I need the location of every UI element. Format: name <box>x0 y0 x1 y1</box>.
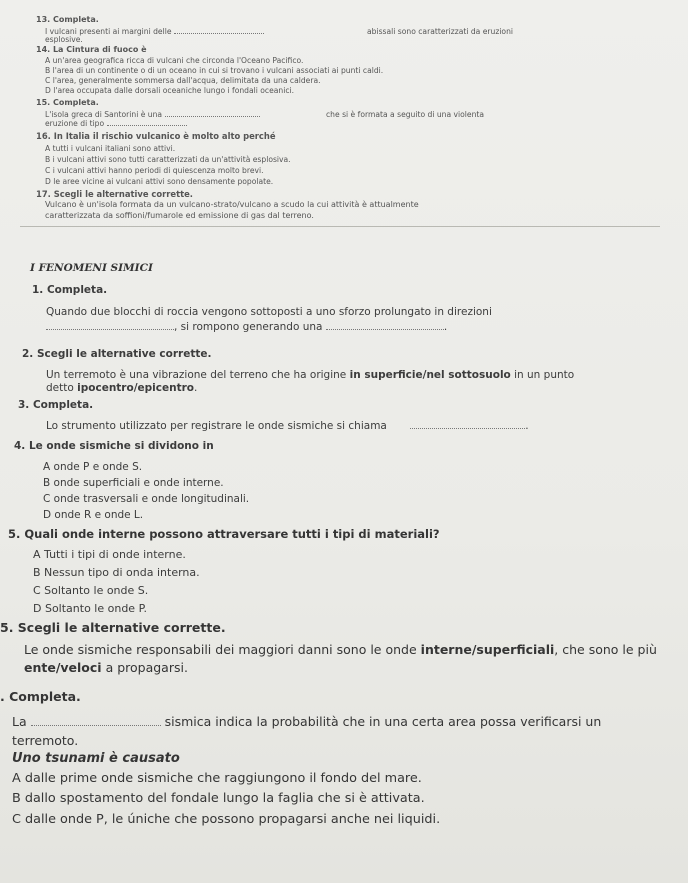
q4-option-a[interactable]: A onde P e onde S. <box>43 461 143 473</box>
q6-title: 5. Scegli le alternative corrette. <box>0 620 226 635</box>
q4-option-d[interactable]: D onde R e onde L. <box>43 509 144 521</box>
q2-line1 <box>46 369 574 381</box>
q1-title: 1. Completa. <box>32 284 108 296</box>
q7-blank[interactable] <box>31 725 161 726</box>
q2-text-e: . <box>194 382 198 394</box>
q5-option-b[interactable]: B Nessun tipo di onda interna. <box>33 566 200 579</box>
q4-option-c[interactable]: C onde trasversali e onde longitudinali. <box>43 493 250 505</box>
q8-option-a[interactable]: A dalle prime onde sismiche che raggiungono il fondo del mare. <box>12 771 422 786</box>
q14-option-d[interactable]: D l'area occupata dalle dorsali oceaniche lungo i fondali oceanici. <box>45 86 295 95</box>
section-divider <box>20 226 660 227</box>
q6-line1 <box>24 642 657 657</box>
q3-title: 3. Completa. <box>18 399 94 411</box>
q14-option-b[interactable]: B l'area di un continente o di un oceano in cui si trovano i vulcani associati ai punti caldi. <box>45 66 384 75</box>
q7-title: . Completa. <box>0 689 81 704</box>
q16-option-b[interactable]: B i vulcani attivi sono tutti caratterizzati da un'attività esplosiva. <box>45 155 291 164</box>
q2-choice-hypocenter-epicenter[interactable]: ipocentro/epicentro <box>77 382 195 394</box>
q5-option-c[interactable]: C Soltanto le onde S. <box>33 584 149 597</box>
q14-title: 14. La Cintura di fuoco è <box>36 45 147 54</box>
q13-text: I vulcani presenti ai margini delle <box>45 27 172 36</box>
q1-line2 <box>46 321 447 333</box>
q7-text-a: La <box>12 714 27 729</box>
q6-choice-slow-fast[interactable]: ente/veloci <box>24 660 102 675</box>
q15-blank-2[interactable] <box>107 125 187 126</box>
q3-blank[interactable] <box>410 428 525 429</box>
q16-option-c[interactable]: C i vulcani attivi hanno periodi di quiescenza molto brevi. <box>45 166 264 175</box>
q13-line1-after: abissali sono caratterizzati da eruzioni <box>367 27 514 36</box>
q15-line2 <box>45 119 187 128</box>
q2-text-a: Un terremoto è una vibrazione del terreno che ha origine <box>46 369 347 381</box>
q1-line1: Quando due blocchi di roccia vengono sottoposti a uno sforzo prolungato in direzioni <box>46 306 492 318</box>
q2-title: 2. Scegli le alternative corrette. <box>22 348 212 360</box>
q15-line1 <box>45 110 260 119</box>
q16-title: 16. In Italia il rischio vulcanico è molto alto perché <box>36 131 276 141</box>
q7-text-b: sismica indica la probabilità che in una certa area possa verificarsi un <box>164 714 602 729</box>
q8-title: Uno tsunami è causato <box>12 751 180 766</box>
q8-option-b[interactable]: B dallo spostamento del fondale lungo la faglia che si è attivata. <box>12 791 425 806</box>
q17-title: 17. Scegli le alternative corrette. <box>36 189 193 199</box>
q6-text-d: a propagarsi. <box>105 660 188 675</box>
q13-line2: esplosive. <box>45 35 83 44</box>
q2-text-c: in un punto <box>514 369 575 381</box>
q17-line1: Vulcano è un'isola formata da un vulcano-strato/vulcano a scudo la cui attività è attualmente <box>45 200 419 209</box>
q5-option-d[interactable]: D Soltanto le onde P. <box>33 602 147 615</box>
q6-choice-internal-superficial[interactable]: interne/superficiali <box>420 642 555 657</box>
q1-blank-1[interactable] <box>46 329 174 330</box>
q1-blank-2[interactable] <box>326 329 444 330</box>
q7-line1 <box>12 714 601 729</box>
q6-text-c: , che sono le più <box>554 642 657 657</box>
q15-text: L'isola greca di Santorini è una <box>45 110 163 119</box>
q1-text-end: . <box>443 321 448 333</box>
q13-title: 13. Completa. <box>36 15 99 24</box>
q4-title: 4. Le onde sismiche si dividono in <box>14 440 214 452</box>
q4-option-b[interactable]: B onde superficiali e onde interne. <box>43 477 224 489</box>
q3-text: Lo strumento utilizzato per registrare le onde sismiche si chiama <box>46 420 387 432</box>
q14-option-c[interactable]: C l'area, generalmente sommersa dall'acqua, delimitata da una caldera. <box>45 76 321 85</box>
q15-text-2: eruzione di tipo <box>45 119 105 128</box>
q3-line1 <box>46 420 529 432</box>
q5-option-a[interactable]: A Tutti i tipi di onde interne. <box>33 548 186 561</box>
q6-text-a: Le onde sismiche responsabili dei maggiori danni sono le onde <box>24 642 417 657</box>
q7-line2: terremoto. <box>12 733 79 748</box>
q5-title: 5. Quali onde interne possono attraversare tutti i tipi di materiali? <box>8 527 440 541</box>
q6-line2 <box>24 660 188 675</box>
q2-text-d: detto <box>46 382 74 394</box>
q14-option-a[interactable]: A un'area geografica ricca di vulcani che circonda l'Oceano Pacifico. <box>45 56 304 65</box>
q16-option-a[interactable]: A tutti i vulcani italiani sono attivi. <box>45 144 176 153</box>
q17-line2: caratterizzata da soffioni/fumarole ed emissione di gas dal terreno. <box>45 211 314 220</box>
q13-blank[interactable] <box>174 33 264 34</box>
q16-option-d[interactable]: D le aree vicine ai vulcani attivi sono densamente popolate. <box>45 177 274 186</box>
q3-text-end: . <box>525 420 529 432</box>
section-title: I FENOMENI SIMICI <box>30 262 153 274</box>
q2-choice-surface-subsoil[interactable]: in superficie/nel sottosuolo <box>349 369 511 381</box>
q8-option-c[interactable]: C dalle onde P, le úniche che possono propagarsi anche nei liquidi. <box>12 812 441 827</box>
q15-title: 15. Completa. <box>36 98 99 107</box>
q15-blank-1[interactable] <box>165 116 260 117</box>
q15-line1-after: che si è formata a seguito di una violenta <box>326 110 485 119</box>
q1-text-mid: , si rompono generando una <box>174 321 323 333</box>
q2-line2 <box>46 382 197 394</box>
